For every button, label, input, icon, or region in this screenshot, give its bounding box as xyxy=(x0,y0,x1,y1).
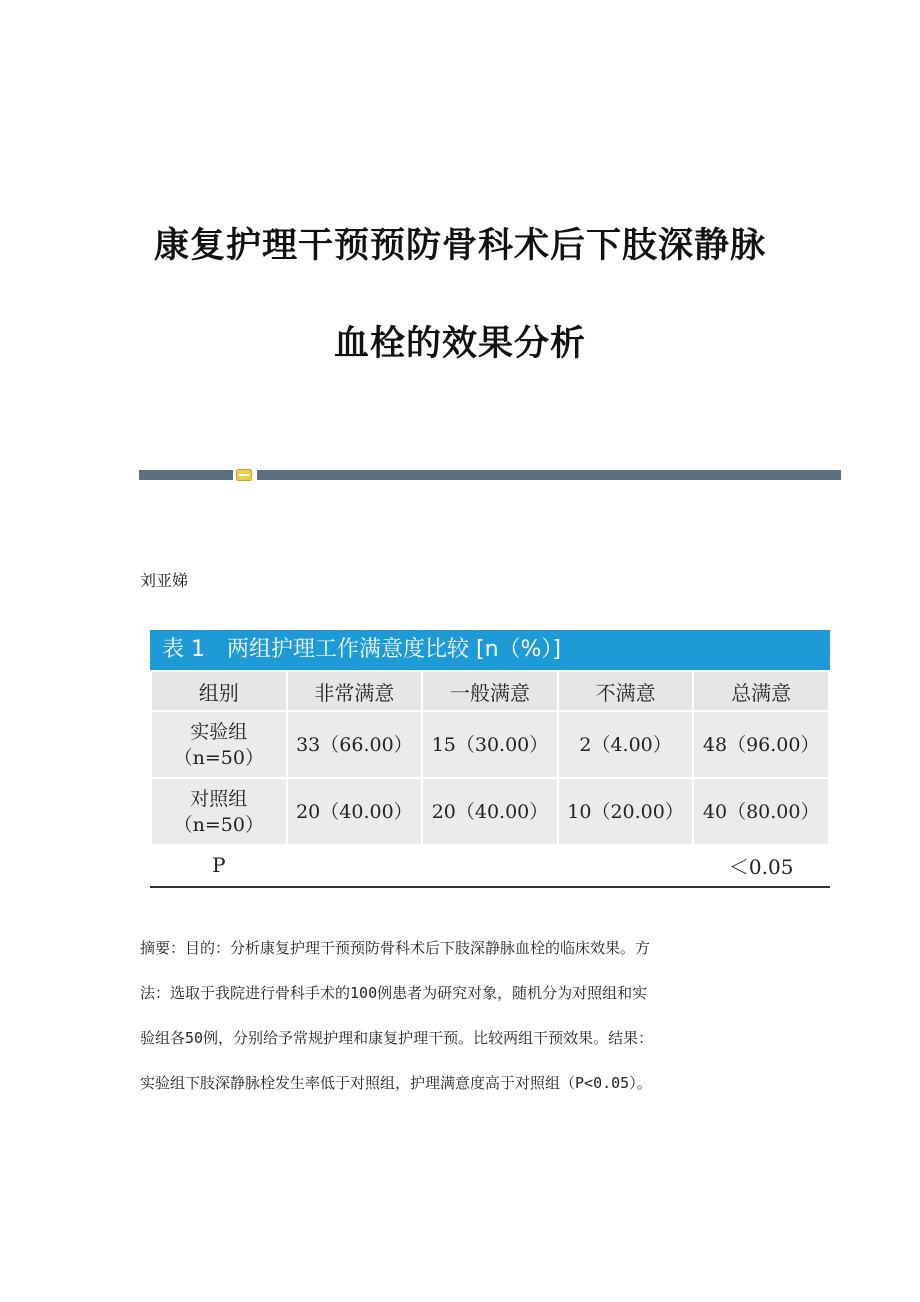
table-cell: 48（96.00） xyxy=(694,712,828,777)
table-bottom-rule xyxy=(150,886,830,888)
author-name: 刘亚娣 xyxy=(140,571,189,590)
empty-cell xyxy=(559,846,693,884)
group-name: 对照组 xyxy=(190,787,248,810)
group-name: 实验组 xyxy=(190,720,248,743)
table-caption-number: 表 1 xyxy=(162,637,205,662)
abstract xyxy=(140,926,780,1106)
satisfaction-table xyxy=(150,630,830,888)
group-size: （n=50） xyxy=(173,813,264,836)
paper-title-line-2: 血栓的效果分析 xyxy=(333,323,586,364)
abstract-line: 实验组下肢深静脉栓发生率低于对照组，护理满意度高于对照组（P<0.05）。 xyxy=(140,1074,652,1092)
column-header-group: 组别 xyxy=(152,672,286,710)
table-cell: 20（40.00） xyxy=(288,779,422,844)
column-header-generally-satisfied: 一般满意 xyxy=(423,672,557,710)
empty-cell xyxy=(288,846,422,884)
column-header-unsatisfied: 不满意 xyxy=(559,672,693,710)
title-divider-left xyxy=(139,470,233,480)
table-row-experimental xyxy=(152,712,828,777)
title-divider-right xyxy=(257,470,841,480)
abstract-line: 验组各50例，分别给予常规护理和康复护理干预。比较两组干预效果。结果： xyxy=(140,1029,654,1047)
empty-cell xyxy=(423,846,557,884)
column-header-total-satisfied: 总满意 xyxy=(694,672,828,710)
paper-title-line-1: 康复护理干预预防骨科术后下肢深静脉 xyxy=(153,225,766,266)
abstract-line: 法：选取于我院进行骨科手术的100例患者为研究对象，随机分为对照组和实 xyxy=(140,984,648,1002)
table-caption-text: 两组护理工作满意度比较 [n（%）] xyxy=(227,637,562,662)
table-cell: 20（40.00） xyxy=(423,779,557,844)
p-label: P xyxy=(152,846,286,884)
table-header-row xyxy=(152,672,828,710)
group-cell xyxy=(152,779,286,844)
group-size: （n=50） xyxy=(173,746,264,769)
p-value: ＜0.05 xyxy=(694,846,828,884)
table-cell: 15（30.00） xyxy=(423,712,557,777)
table-cell: 33（66.00） xyxy=(288,712,422,777)
table-body xyxy=(150,670,830,886)
column-header-very-satisfied: 非常满意 xyxy=(288,672,422,710)
table-cell: 10（20.00） xyxy=(559,779,693,844)
table-row-control xyxy=(152,779,828,844)
divider-ornament-icon xyxy=(236,469,252,481)
table-cell: 40（80.00） xyxy=(694,779,828,844)
table-row-p-value xyxy=(152,846,828,884)
abstract-line: 摘要：目的：分析康复护理干预预防骨科术后下肢深静脉血栓的临床效果。方 xyxy=(140,939,651,957)
table-caption xyxy=(150,630,830,670)
group-cell xyxy=(152,712,286,777)
table-cell: 2（4.00） xyxy=(559,712,693,777)
